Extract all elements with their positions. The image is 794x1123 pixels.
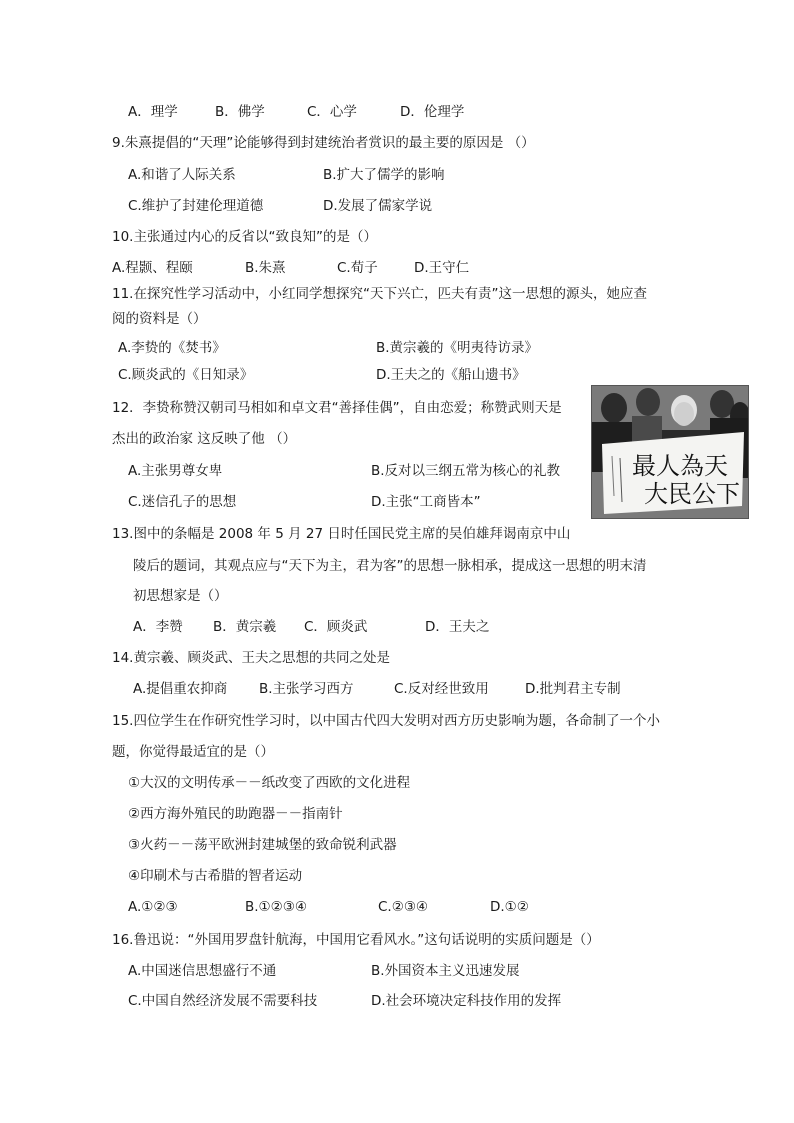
q9-option-b: B.扩大了儒学的影响: [323, 167, 445, 183]
q16-option-c: C.中国自然经济发展不需要科技: [128, 993, 318, 1009]
q9-option-d: D.发展了儒家学说: [323, 198, 433, 214]
q13-stem-line3: 初思想家是（）: [133, 588, 228, 604]
q15-option-d: D.①②: [490, 899, 529, 915]
q15-option-a: A.①②③: [128, 899, 178, 915]
q13-option-d: D．王夫之: [425, 619, 490, 635]
banner-text-line2: 大民公下: [644, 480, 740, 508]
q14-option-c: C.反对经世致用: [394, 681, 489, 697]
q8-option-a: A．理学: [128, 104, 178, 120]
q12-stem-line2: 杰出的政治家 这反映了他 （）: [112, 431, 297, 447]
q15-item-4: ④印刷术与古希腊的智者运动: [128, 868, 303, 884]
q10-option-b: B.朱熹: [245, 260, 286, 276]
q11-option-b: B.黄宗羲的《明夷待访录》: [376, 340, 539, 356]
q16-option-b: B.外国资本主义迅速发展: [371, 963, 520, 979]
q15-item-3: ③火药－－荡平欧洲封建城堡的致命锐利武器: [128, 837, 397, 853]
q15-stem-line1: 15.四位学生在作研究性学习时，以中国古代四大发明对西方历史影响为题，各命制了一个小: [112, 713, 660, 729]
q15-stem-line2: 题，你觉得最适宜的是（）: [112, 744, 274, 760]
banner-photo: [591, 385, 749, 519]
q15-item-2: ②西方海外殖民的助跑器－－指南针: [128, 806, 343, 822]
banner-photo-image: [592, 386, 748, 518]
q10-stem: 10.主张通过内心的反省以“致良知”的是（）: [112, 229, 377, 245]
q13-stem-line1: 13.图中的条幅是 2008 年 5 月 27 日时任国民党主席的吴伯雄拜谒南京中山: [112, 526, 571, 542]
q12-option-d: D.主张“工商皆本”: [371, 494, 481, 510]
q14-option-a: A.提倡重农抑商: [133, 681, 228, 697]
q11-option-c: C.顾炎武的《日知录》: [118, 367, 254, 383]
q11-stem-line2: 阅的资料是（）: [112, 311, 207, 327]
q13-option-a: A．李赞: [133, 619, 183, 635]
q12-option-a: A.主张男尊女卑: [128, 463, 223, 479]
q13-option-c: C．顾炎武: [304, 619, 368, 635]
q16-option-d: D.社会环境决定科技作用的发挥: [371, 993, 562, 1009]
q15-option-c: C.②③④: [378, 899, 429, 915]
q8-option-b: B．佛学: [215, 104, 265, 120]
q13-option-b: B．黄宗羲: [213, 619, 277, 635]
q11-option-a: A.李贽的《焚书》: [118, 340, 226, 356]
q9-option-a: A.和谐了人际关系: [128, 167, 236, 183]
q12-option-b: B.反对以三纲五常为核心的礼教: [371, 463, 561, 479]
q16-option-a: A.中国迷信思想盛行不通: [128, 963, 277, 979]
q12-stem-line1: 12．李贽称赞汉朝司马相如和卓文君“善择佳偶”，自由恋爱；称赞武则天是: [112, 400, 562, 416]
q13-stem-line2: 陵后的题词，其观点应与“天下为主，君为客”的思想一脉相承，提成这一思想的明末清: [133, 558, 647, 574]
q12-option-c: C.迷信孔子的思想: [128, 494, 237, 510]
q10-option-a: A.程颢、程颐: [112, 260, 193, 276]
q8-option-d: D．伦理学: [400, 104, 465, 120]
q8-option-c: C．心学: [307, 104, 357, 120]
banner-text-line1: 最人為天: [632, 452, 728, 480]
q9-option-c: C.维护了封建伦理道德: [128, 198, 264, 214]
q15-option-b: B.①②③④: [245, 899, 307, 915]
q11-option-d: D.王夫之的《船山遗书》: [376, 367, 526, 383]
q10-option-c: C.荀子: [337, 260, 378, 276]
q10-option-d: D.王守仁: [414, 260, 470, 276]
q15-item-1: ①大汉的文明传承－－纸改变了西欧的文化进程: [128, 775, 411, 791]
q14-option-d: D.批判君主专制: [525, 681, 621, 697]
q9-stem: 9.朱熹提倡的“天理”论能够得到封建统治者赏识的最主要的原因是 （）: [112, 135, 535, 151]
q11-stem-line1: 11.在探究性学习活动中，小红同学想探究“天下兴亡，匹夫有责”这一思想的源头，她应查: [112, 286, 647, 302]
q14-option-b: B.主张学习西方: [259, 681, 354, 697]
q14-stem: 14.黄宗羲、顾炎武、王夫之思想的共同之处是: [112, 650, 390, 666]
q16-stem: 16.鲁迅说：“外国用罗盘针航海，中国用它看风水。”这句话说明的实质问题是（）: [112, 932, 600, 948]
